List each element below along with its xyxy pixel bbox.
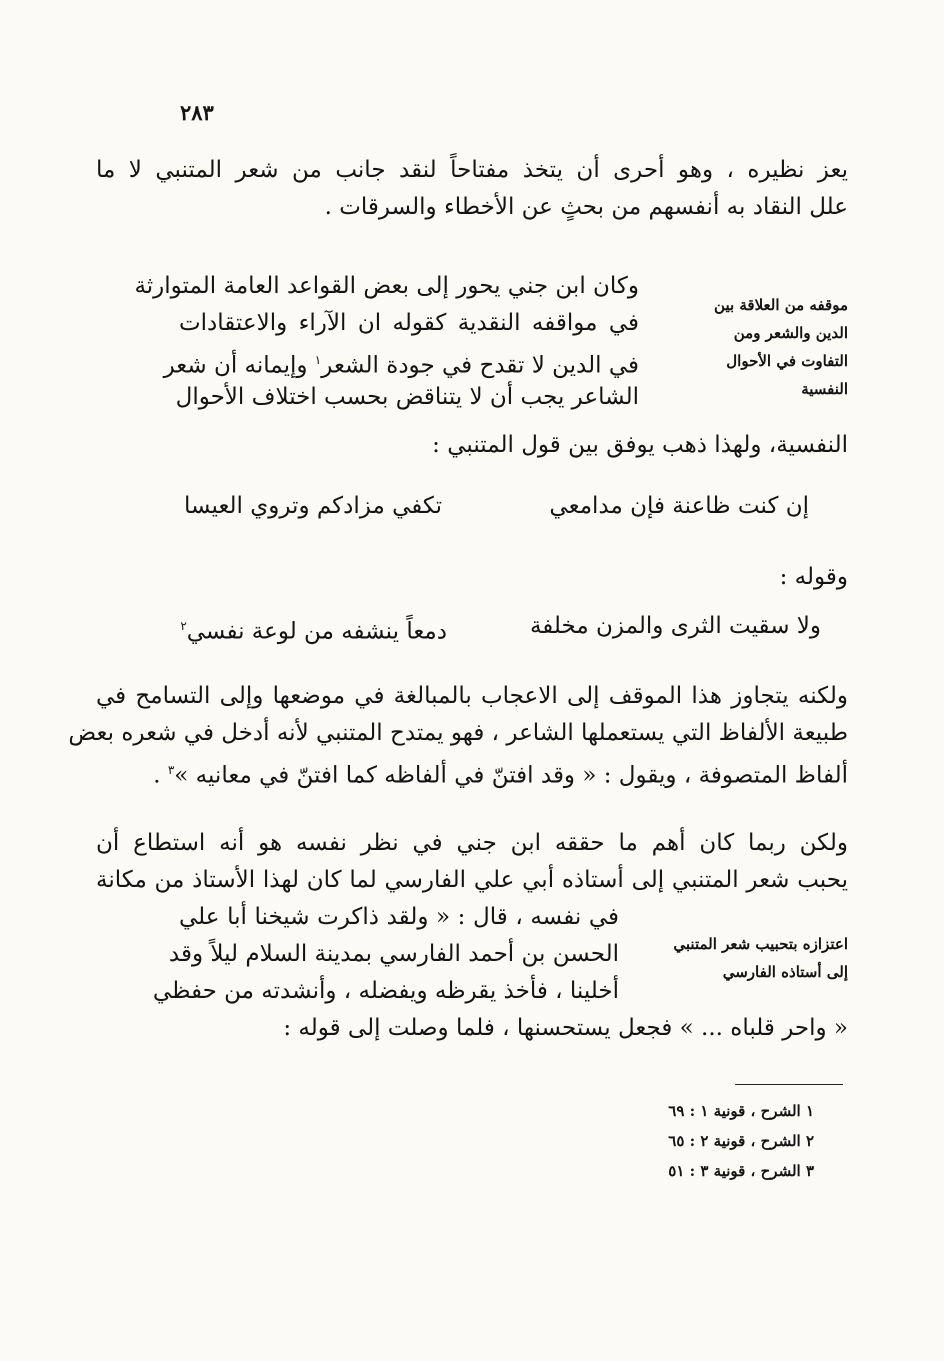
text-line: في مواقفه النقدية كقوله ان الآراء والاعتقادات [179,310,639,336]
verse-1-first-hemistich: إن كنت ظاعنة فإن مدامعي [549,493,809,519]
text-line: الشاعر يجب أن لا يتناقض بحسب اختلاف الأحوال [175,384,639,410]
text-segment: ألفاظ المتصوفة ، ويقول : « وقد افتنّ في ألفاظه كما افتنّ في معانيه » [174,762,848,789]
margin-note-line: النفسية [801,380,848,398]
paragraph-exaggeration [68,678,848,789]
footnote-ref: ٣ [167,763,175,777]
footnote-ref: ١ [314,353,322,367]
footnote: ٢ الشرح ، قونية ٢ : ٦٥ [668,1132,814,1150]
text-line: ولكنه يتجاوز هذا الموقف إلى الاعجاب بالمبالغة في موضعها وإلى التسامح في [96,683,848,709]
page-number: ٢٨٣ [180,100,214,125]
footnotes [668,1096,814,1186]
paragraph-farisi-end [96,1010,848,1047]
text-segment: . [153,762,168,789]
text-line: علل النقاد به أنفسهم من بحثٍ عن الأخطاء والسرقات . [324,194,848,220]
margin-note-line: موقفه من العلاقة بين [714,296,848,314]
margin-note-farisi [673,930,848,986]
footnote-divider [735,1084,843,1085]
text-line [96,752,848,789]
margin-note-religion-poetry [714,291,848,403]
verse-1 [0,486,944,526]
text-line: في نفسه ، قال : « ولقد ذاكرت شيخنا أبا علي [179,904,619,930]
verse-2-second-hemistich [180,606,447,652]
verse-2-first-hemistich: ولا سقيت الثرى والمزن مخلفة [529,613,821,639]
text-segment: وإيمانه أن شعر [163,352,308,379]
text-line: يعز نظيره ، وهو أحرى أن يتخذ مفتاحاً لنقد جانب من شعر المتنبي لا ما [96,157,848,183]
margin-note-line: التفاوت في الأحوال [726,352,848,370]
text-segment: في الدين لا تقدح في جودة الشعر [321,352,639,379]
paragraph-ibn-jinni-rules-cont [96,427,848,464]
verse-1-second-hemistich: تكفي مزادكم وتروي العيسا [183,493,442,519]
paragraph-farisi [96,825,848,899]
text-line: « واحر قلباه ... » فجعل يستحسنها ، فلما وصلت إلى قوله : [283,1015,848,1041]
intro-paragraph [96,152,848,226]
margin-note-line: اعتزازه بتحبيب شعر المتنبي [673,935,848,953]
text-segment: دمعاً ينشفه من لوعة نفسي [186,618,447,645]
text-line: طبيعة الألفاظ التي يستعملها الشاعر ، فهو يمتدح المتنبي لأنه أدخل في شعره بعض [68,720,848,746]
footnote: ٣ الشرح ، قونية ٣ : ٥١ [668,1162,814,1180]
text-line: النفسية، ولهذا ذهب يوفق بين قول المتنبي : [432,432,848,458]
margin-note-line: الدين والشعر ومن [733,324,848,342]
text-line: وقوله : [779,564,848,590]
margin-note-line: إلى أستاذه الفارسي [722,963,848,981]
verse-2 [0,606,944,646]
footnote: ١ الشرح ، قونية ١ : ٦٩ [668,1102,814,1120]
text-line: ولكن ربما كان أهم ما حققه ابن جني في نظر نفسه هو أنه استطاع أن [96,830,848,856]
footnote-ref: ٢ [180,619,187,633]
text-line: الحسن بن أحمد الفارسي بمدينة السلام ليلاً وقد [168,941,619,967]
text-line [163,342,639,379]
text-line: أخلينا ، فأخذ يقرظه ويفضله ، وأنشدته من حفظي [152,978,619,1004]
text-line: وكان ابن جني يحور إلى بعض القواعد العامة المتوارثة [134,273,639,299]
paragraph-ibn-jinni-rules [134,268,639,416]
paragraph-farisi-narrow [152,899,619,1010]
and-his-saying [548,559,848,596]
text-line: يحبب شعر المتنبي إلى أستاذه أبي علي الفارسي لما كان لهذا الأستاذ من مكانة [96,867,848,893]
